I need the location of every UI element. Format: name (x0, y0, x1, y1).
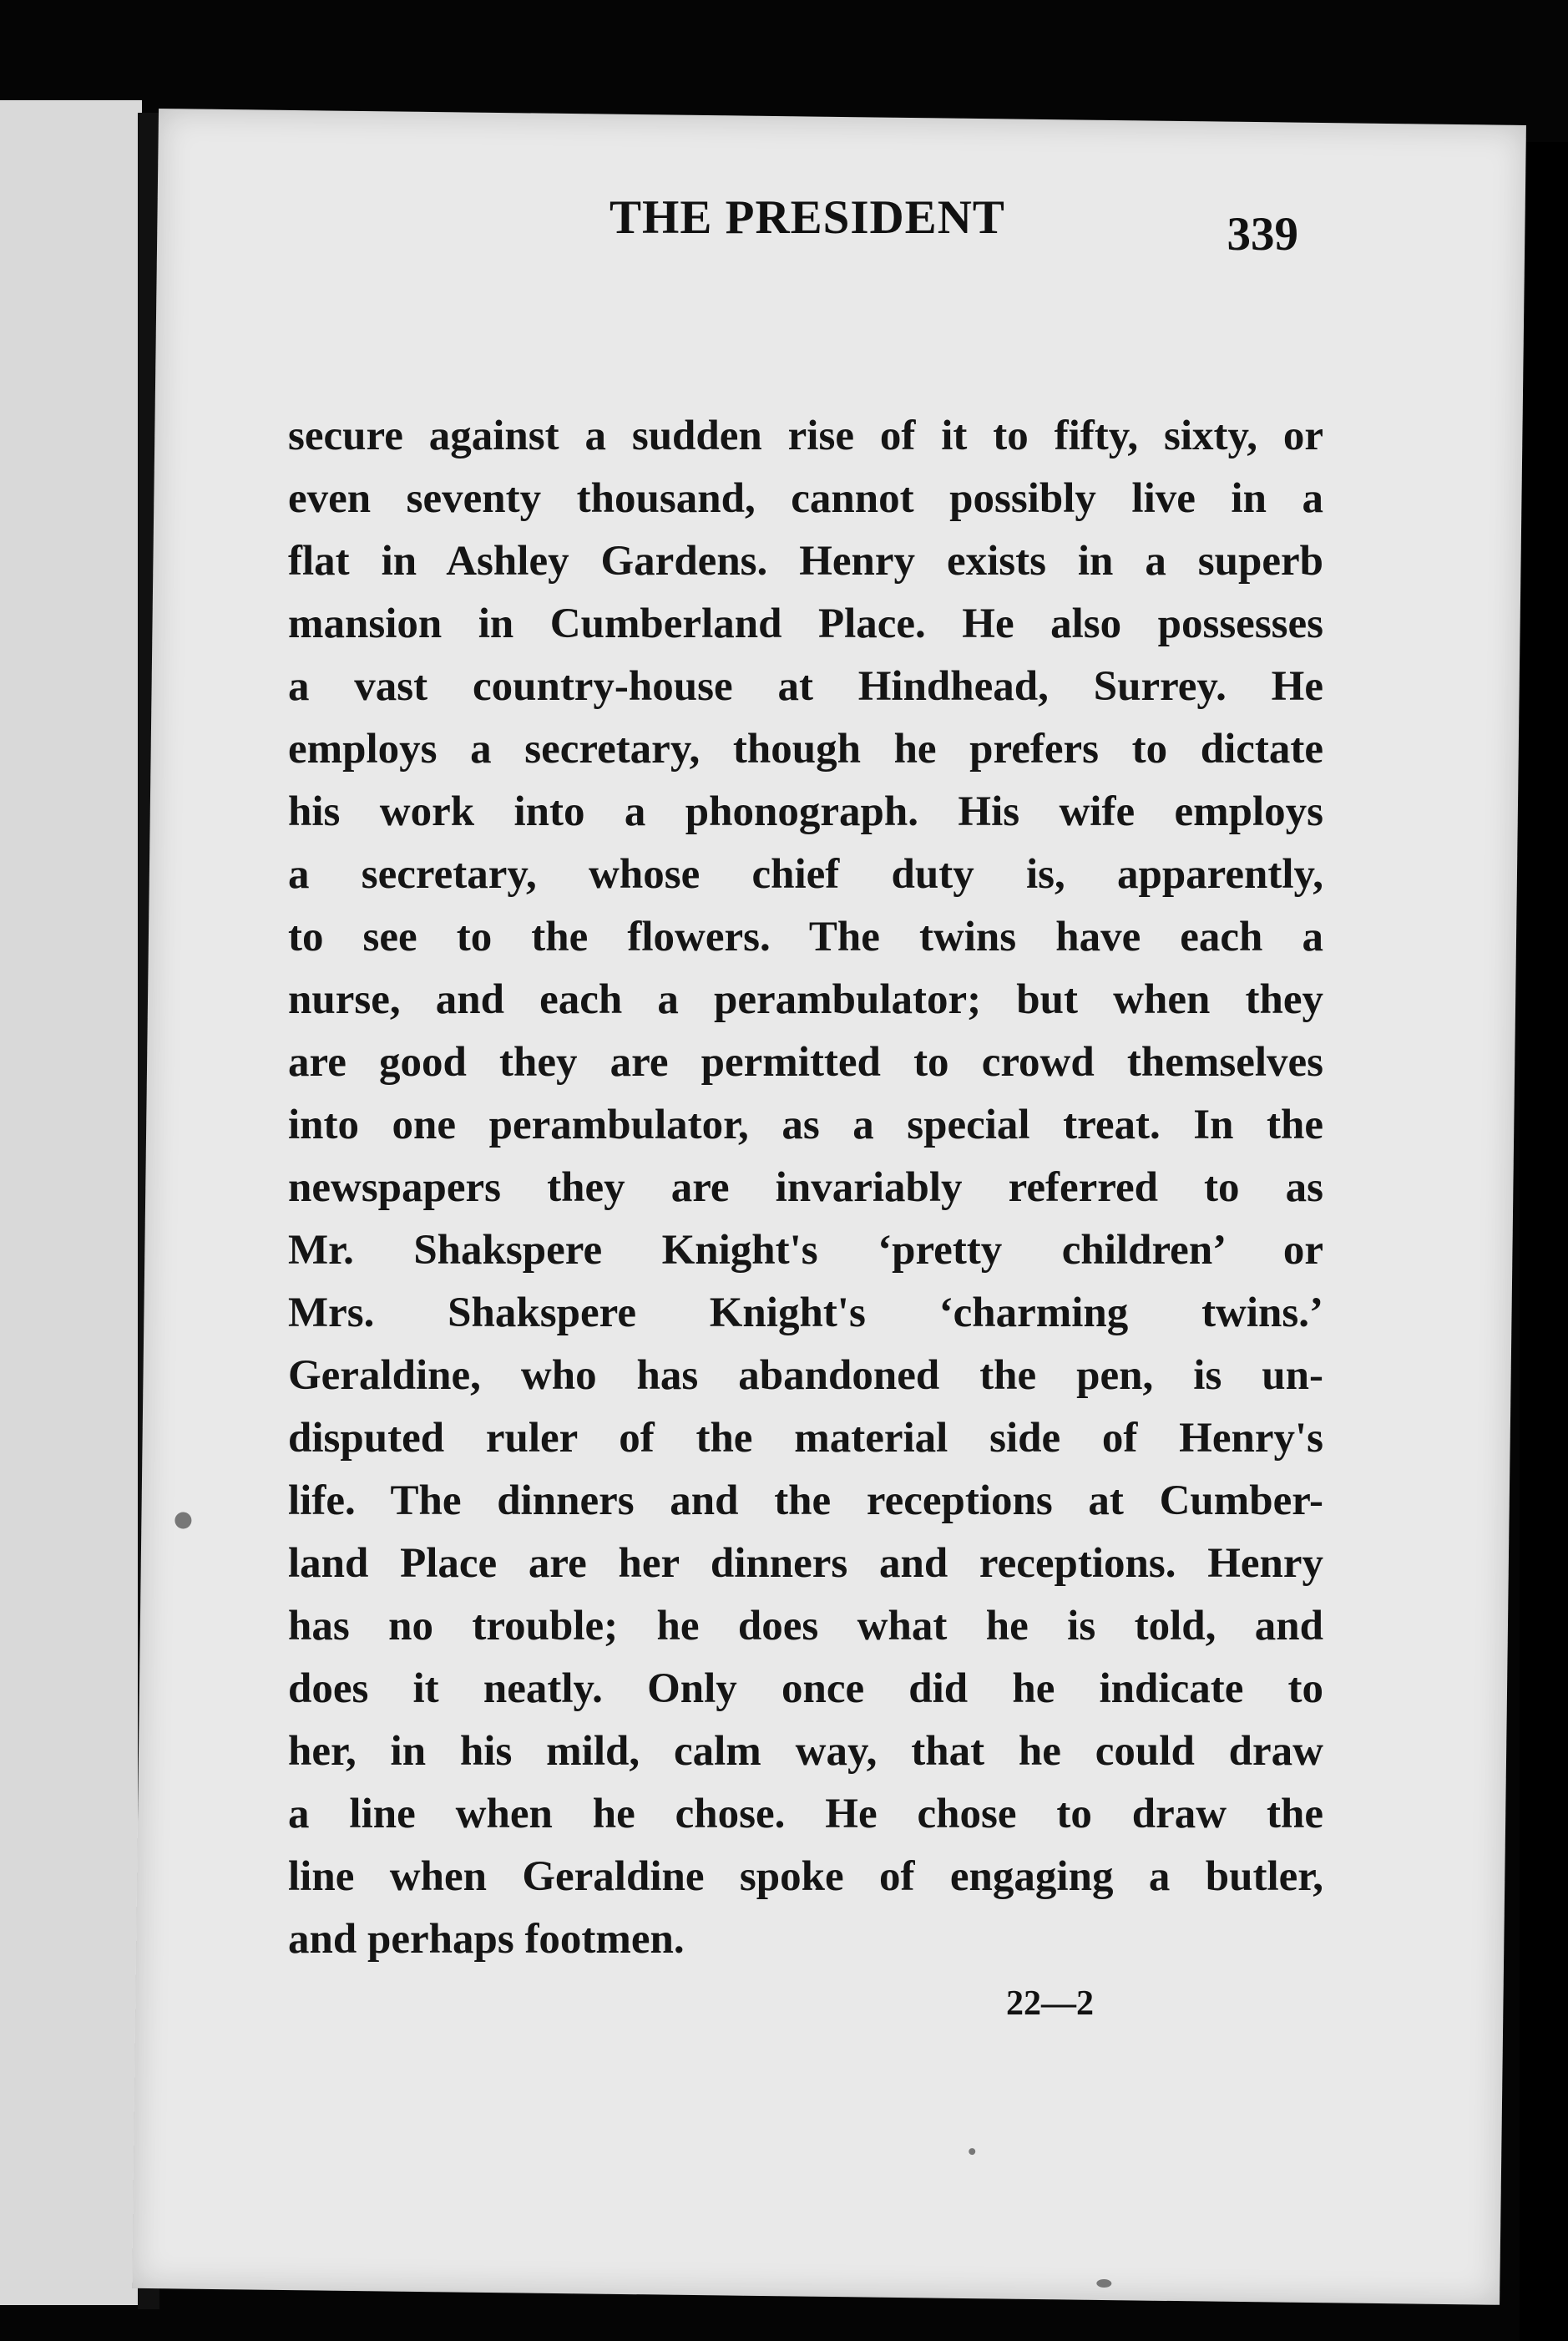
text-line: disputed ruler of the material side of Henry's (288, 1415, 1323, 1462)
page-header (434, 184, 1307, 259)
text-line: a line when he chose. He chose to draw the (288, 1791, 1323, 1837)
text-line: newspapers they are invariably referred to as (288, 1164, 1323, 1211)
signature-mark: 22—2 (1006, 1984, 1094, 2023)
text-line: his work into a phonograph. His wife employs (288, 788, 1323, 835)
text-line: does it neatly. Only once did he indicate to (288, 1665, 1323, 1712)
text-line: Geraldine, who has abandoned the pen, is un- (288, 1352, 1323, 1399)
text-line: has no trouble; he does what he is told, and (288, 1603, 1323, 1649)
paper-speck (175, 1512, 191, 1528)
text-line: a secretary, whose chief duty is, apparently, (288, 851, 1323, 898)
text-line: into one perambulator, as a special treat. In the (288, 1102, 1323, 1148)
running-title: THE PRESIDENT (609, 191, 1005, 244)
text-line: Mr. Shakspere Knight's ‘pretty children’ or (288, 1227, 1323, 1274)
page-number: 339 (1227, 208, 1298, 261)
text-line: a vast country-house at Hindhead, Surrey. He (288, 663, 1323, 710)
text-line: mansion in Cumberland Place. He also possesses (288, 600, 1323, 647)
text-line: land Place are her dinners and receptions. Henry (288, 1540, 1323, 1587)
text-line: and perhaps footmen. (288, 1916, 685, 1963)
body-text (288, 405, 1323, 1971)
text-line: Mrs. Shakspere Knight's ‘charming twins.’ (288, 1290, 1323, 1336)
paper-speck (969, 2148, 975, 2155)
text-line: her, in his mild, calm way, that he could draw (288, 1728, 1323, 1775)
text-line: are good they are permitted to crowd themselves (288, 1039, 1323, 1086)
paper-speck (1096, 2279, 1111, 2288)
text-line: to see to the flowers. The twins have each a (288, 914, 1323, 960)
text-line: even seventy thousand, cannot possibly live in a (288, 475, 1323, 522)
text-line: life. The dinners and the receptions at Cumber- (288, 1477, 1323, 1524)
left-page-edge (0, 100, 142, 2305)
text-line: secure against a sudden rise of it to fifty, sixty, or (288, 413, 1323, 459)
right-scan-border (1520, 142, 1568, 2341)
text-line: nurse, and each a perambulator; but when they (288, 976, 1323, 1023)
text-line: employs a secretary, though he prefers to dictate (288, 726, 1323, 773)
text-line: line when Geraldine spoke of engaging a butler, (288, 1853, 1323, 1900)
text-line: flat in Ashley Gardens. Henry exists in a superb (288, 538, 1323, 585)
